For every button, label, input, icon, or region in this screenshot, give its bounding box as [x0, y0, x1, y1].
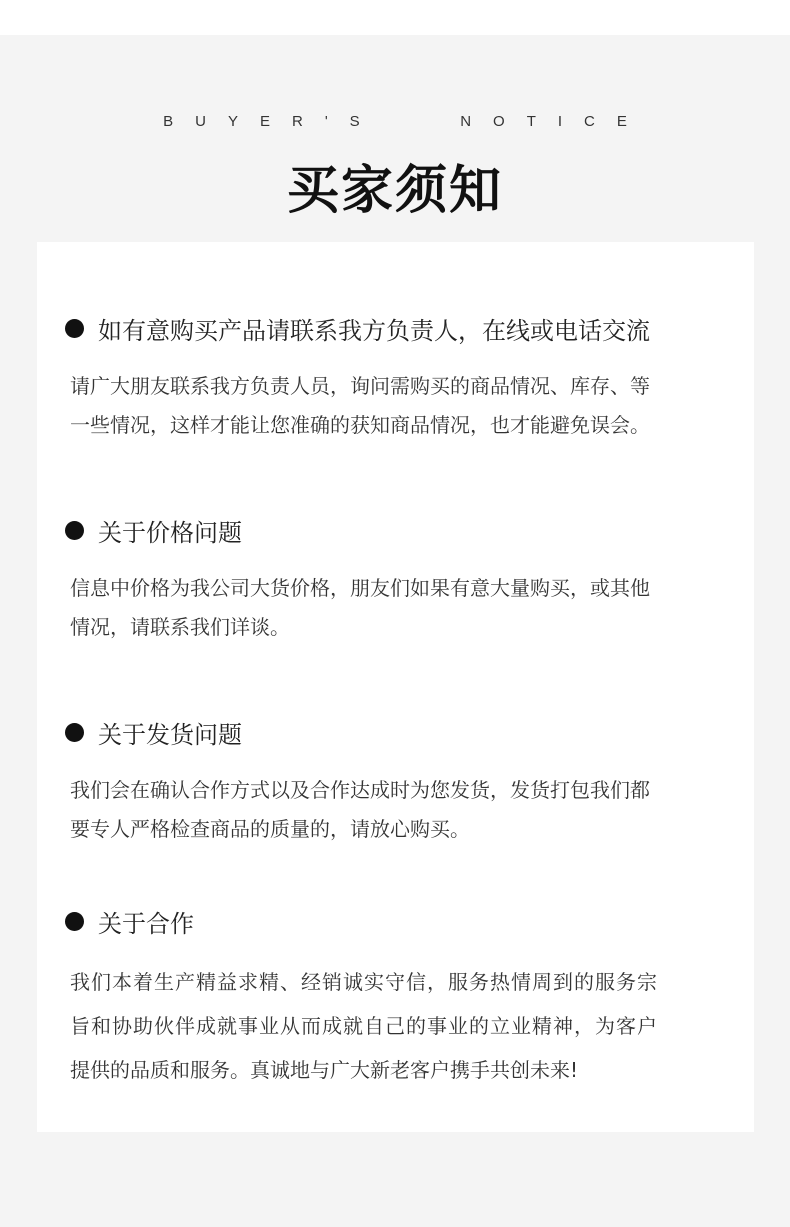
eyebrow-text: BUYER'S NOTICE	[163, 113, 649, 130]
bullet-icon	[65, 521, 84, 540]
body-line: 请广大朋友联系我方负责人员，询问需购买的商品情况、库存、等	[70, 374, 650, 398]
body-line: 信息中价格为我公司大货价格，朋友们如果有意大量购买，或其他	[70, 576, 650, 600]
section-body	[70, 569, 722, 647]
bullet-icon	[65, 319, 84, 338]
section-heading	[65, 715, 242, 749]
body-line: 提供的品质和服务。真诚地与广大新老客户携手共创未来!	[70, 1058, 579, 1082]
bullet-icon	[65, 723, 84, 742]
section-body	[70, 960, 722, 1092]
body-line: 一些情况，这样才能让您准确的获知商品情况，也才能避免误会。	[70, 413, 650, 437]
notice-card	[37, 242, 754, 1132]
section-heading-text: 关于价格问题	[98, 518, 242, 547]
section-heading	[65, 513, 242, 547]
section-heading	[65, 311, 650, 345]
section-body	[70, 367, 722, 445]
page-title: 买家须知	[286, 161, 503, 221]
body-line: 旨和协助伙伴成就事业从而成就自己的事业的立业精神，为客户	[70, 1014, 658, 1038]
section-heading-text: 关于合作	[98, 909, 194, 938]
body-line: 我们会在确认合作方式以及合作达成时为您发货，发货打包我们都	[70, 778, 650, 802]
body-line: 情况，请联系我们详谈。	[70, 615, 290, 639]
section-body	[70, 771, 722, 849]
bullet-icon	[65, 912, 84, 931]
body-line: 我们本着生产精益求精、经销诚实守信，服务热情周到的服务宗	[70, 970, 658, 994]
body-line: 要专人严格检查商品的质量的，请放心购买。	[70, 817, 470, 841]
section-heading-text: 如有意购买产品请联系我方负责人，在线或电话交流	[98, 316, 650, 345]
section-heading	[65, 904, 194, 938]
section-heading-text: 关于发货问题	[98, 720, 242, 749]
